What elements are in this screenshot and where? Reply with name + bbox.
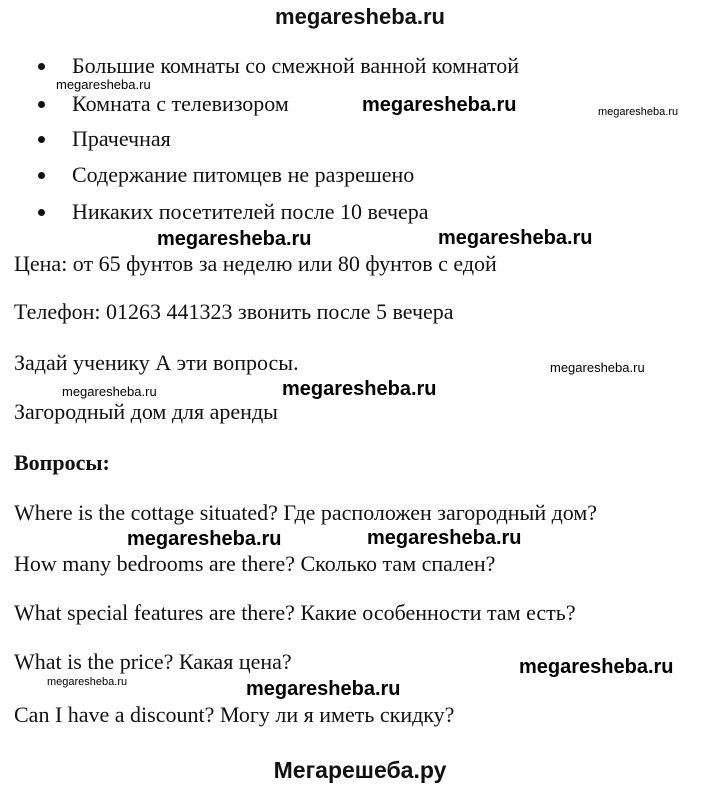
list-item: Содержание питомцев не разрешено <box>72 162 415 187</box>
bullet-icon <box>38 63 45 70</box>
price-text: Цена: от 65 фунтов за неделю или 80 фунтов с едой <box>14 251 497 276</box>
header-watermark: megaresheba.ru <box>275 4 445 29</box>
list-item: Большие комнаты со смежной ванной комнатой <box>72 53 520 78</box>
watermark: megaresheba.ru <box>127 528 282 550</box>
phone-text: Телефон: 01263 441323 звонить после 5 вечера <box>14 299 454 324</box>
watermark: megaresheba.ru <box>62 384 157 399</box>
list-item: Прачечная <box>72 126 171 151</box>
question-item: Where is the cottage situated? Где расположен загородный дом? <box>14 500 598 525</box>
question-item: Can I have a discount? Могу ли я иметь скидку? <box>14 702 455 727</box>
watermark: megaresheba.ru <box>367 527 522 549</box>
bullet-icon <box>38 172 45 179</box>
watermark: megaresheba.ru <box>282 378 437 400</box>
footer-watermark: Мегарешеба.ру <box>273 757 447 783</box>
list-item: Комната с телевизором <box>72 91 289 116</box>
subtitle-text: Загородный дом для аренды <box>14 399 278 424</box>
watermark: megaresheba.ru <box>598 106 679 118</box>
bullet-icon <box>38 136 45 143</box>
watermark: megaresheba.ru <box>56 77 151 92</box>
list-item: Никаких посетителей после 10 вечера <box>72 199 429 224</box>
bullet-icon <box>38 209 45 216</box>
question-item: What is the price? Какая цена? <box>14 649 292 674</box>
questions-heading: Вопросы: <box>14 450 110 475</box>
watermark: megaresheba.ru <box>519 656 674 678</box>
task-text: Задай ученику А эти вопросы. <box>14 350 299 375</box>
watermark: megaresheba.ru <box>362 94 517 116</box>
watermark: megaresheba.ru <box>47 676 128 688</box>
watermark: megaresheba.ru <box>550 360 645 375</box>
watermark: megaresheba.ru <box>438 227 593 249</box>
watermark: megaresheba.ru <box>157 228 312 250</box>
question-item: How many bedrooms are there? Сколько там спален? <box>14 551 496 576</box>
watermark: megaresheba.ru <box>246 678 401 700</box>
bullet-icon <box>38 101 45 108</box>
question-item: What special features are there? Какие особенности там есть? <box>14 600 576 625</box>
